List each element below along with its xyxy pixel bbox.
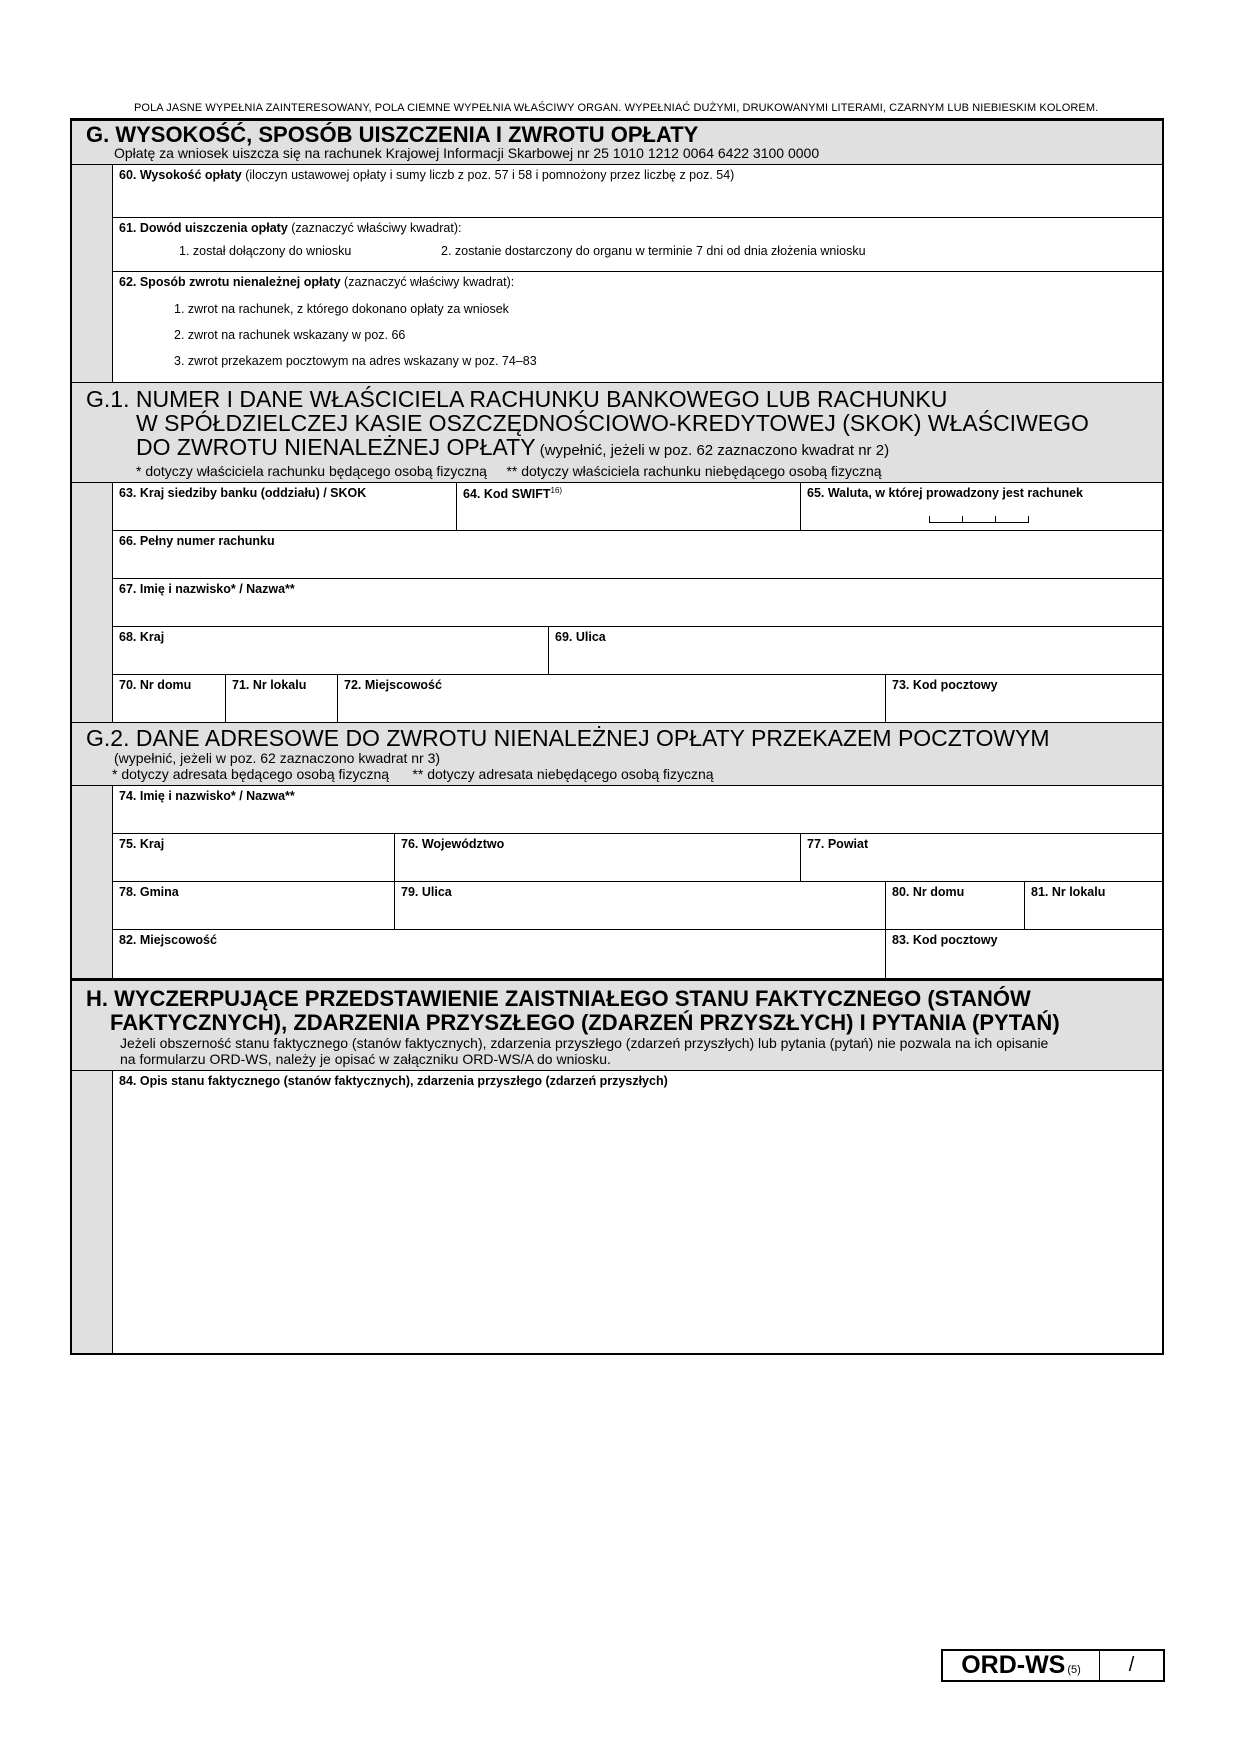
field-83-label: 83. Kod pocztowy <box>892 933 998 947</box>
field-81-label: 81. Nr lokalu <box>1031 885 1106 899</box>
section-g-header <box>72 121 1162 165</box>
section-g-body <box>72 165 1162 382</box>
field-67[interactable] <box>113 579 1162 627</box>
section-g1-body <box>72 483 1162 722</box>
field-70[interactable] <box>113 675 226 722</box>
section-g2-footnotes <box>86 766 1152 782</box>
gutter <box>72 1071 113 1353</box>
gutter <box>72 165 113 382</box>
section-g2-body <box>72 786 1162 978</box>
section-g-title: G. WYSOKOŚĆ, SPOSÓB UISZCZENIA I ZWROTU OPŁATY <box>86 122 699 147</box>
field-71-label: 71. Nr lokalu <box>232 678 307 692</box>
field-74-label: 74. Imię i nazwisko* / Nazwa** <box>119 789 295 803</box>
field-76-label: 76. Województwo <box>401 837 505 851</box>
section-g-subtitle: Opłatę za wniosek uiszcza się na rachunek Krajowej Informacji Skarbowej nr 25 1010 1212 0064 6422 3100 0000 <box>114 145 820 161</box>
field-69[interactable] <box>549 627 1162 674</box>
section-g2-footnote-1: * dotyczy adresata będącego osobą fizyczną <box>112 766 390 782</box>
form-code-label: ORD-WS <box>961 1651 1066 1679</box>
field-73-label: 73. Kod pocztowy <box>892 678 998 692</box>
section-g1-title-line3 <box>86 435 1152 463</box>
field-62 <box>113 272 1162 382</box>
form-code-box <box>941 1649 1165 1682</box>
field-74[interactable] <box>113 786 1162 834</box>
field-77[interactable] <box>801 834 1162 881</box>
section-g1-title-line2: W SPÓŁDZIELCZEJ KASIE OSZCZĘDNOŚCIOWO-KREDYTOWEJ (SKOK) WŁAŚCIWEGO <box>136 410 1089 436</box>
form-container <box>70 118 1164 1355</box>
field-71[interactable] <box>226 675 338 722</box>
field-66[interactable] <box>113 531 1162 579</box>
form-version: (5) <box>1067 1664 1081 1676</box>
section-g2-header <box>72 722 1162 786</box>
section-h-title-line2: FAKTYCZNYCH), ZDARZENIA PRZYSZŁEGO (ZDARZEŃ PRZYSZŁYCH) I PYTANIA (PYTAŃ) <box>110 1010 1060 1035</box>
field-62-note: (zaznaczyć właściwy kwadrat): <box>340 275 515 289</box>
field-78[interactable] <box>113 882 395 929</box>
field-75-label: 75. Kraj <box>119 837 165 851</box>
section-g1-note: (wypełnić, jeżeli w poz. 62 zaznaczono kwadrat nr 2) <box>535 442 890 459</box>
field-69-label: 69. Ulica <box>555 630 606 644</box>
field-60-label: 60. Wysokość opłaty <box>119 168 242 182</box>
section-h-note-line2: na formularzu ORD-WS, należy je opisać w załączniku ORD-WS/A do wniosku. <box>120 1051 611 1067</box>
section-g1-title-line3-text: DO ZWROTU NIENALEŻNEJ OPŁATY <box>136 434 536 460</box>
field-72-label: 72. Miejscowość <box>344 678 442 692</box>
section-g2-title: G.2. DANE ADRESOWE DO ZWROTU NIENALEŻNEJ OPŁATY PRZEKAZEM POCZTOWYM <box>86 725 1050 751</box>
field-76[interactable] <box>395 834 801 881</box>
field-65[interactable] <box>801 483 1162 530</box>
field-72[interactable] <box>338 675 886 722</box>
field-68-label: 68. Kraj <box>119 630 165 644</box>
field-62-label: 62. Sposób zwrotu nienależnej opłaty <box>119 275 341 289</box>
field-64[interactable] <box>457 483 801 530</box>
field-61-label: 61. Dowód uiszczenia opłaty <box>119 221 288 235</box>
field-65-label: 65. Waluta, w której prowadzony jest rachunek <box>807 486 1083 500</box>
section-g1-header <box>72 382 1162 483</box>
field-68[interactable] <box>113 627 549 674</box>
field-82[interactable] <box>113 930 886 978</box>
currency-code-boxes <box>929 516 1029 523</box>
field-66-label: 66. Pełny numer rachunku <box>119 534 275 548</box>
field-63-label: 63. Kraj siedziby banku (oddziału) / SKOK <box>119 486 367 500</box>
field-80-label: 80. Nr domu <box>892 885 965 899</box>
page-number-field: / <box>1128 1654 1135 1676</box>
field-81[interactable] <box>1025 882 1162 929</box>
field-73[interactable] <box>886 675 1162 722</box>
section-h-header <box>72 978 1162 1071</box>
form-code <box>943 1651 1100 1680</box>
field-77-label: 77. Powiat <box>807 837 869 851</box>
field-70-label: 70. Nr domu <box>119 678 192 692</box>
field-61-option-1[interactable]: 1. został dołączony do wniosku <box>179 244 352 258</box>
field-79[interactable] <box>395 882 886 929</box>
gutter <box>72 786 113 978</box>
section-h-body <box>72 1071 1162 1353</box>
section-g1-footnote-2: ** dotyczy właściciela rachunku niebędącego osobą fizyczną <box>506 463 882 479</box>
field-61 <box>113 218 1162 272</box>
field-79-label: 79. Ulica <box>401 885 452 899</box>
field-61-note: (zaznaczyć właściwy kwadrat): <box>287 221 462 235</box>
header-instruction: POLA JASNE WYPEŁNIA ZAINTERESOWANY, POLA CIEMNE WYPEŁNIA WŁAŚCIWY ORGAN. WYPEŁNIAĆ DUŻYMI, DRUKOWANYMI LITERAMI, CZARNYM LUB NIEBIESKIM KOLOREM. <box>134 102 1099 114</box>
field-78-label: 78. Gmina <box>119 885 179 899</box>
field-64-footnote-ref: 16) <box>550 486 563 495</box>
section-g1-footnote-1: * dotyczy właściciela rachunku będącego osobą fizyczną <box>136 463 487 479</box>
section-h-title-line1: H. WYCZERPUJĄCE PRZEDSTAWIENIE ZAISTNIAŁEGO STANU FAKTYCZNEGO (STANÓW <box>86 986 1031 1011</box>
field-84[interactable] <box>113 1071 1162 1353</box>
field-83[interactable] <box>886 930 1162 978</box>
section-g1-title-line1: G.1. NUMER I DANE WŁAŚCICIELA RACHUNKU BANKOWEGO LUB RACHUNKU <box>86 386 948 412</box>
field-60[interactable] <box>113 165 1162 218</box>
section-g1-footnotes <box>86 463 1152 479</box>
field-61-option-2[interactable]: 2. zostanie dostarczony do organu w terminie 7 dni od dnia złożenia wniosku <box>441 244 866 258</box>
field-60-note: (iloczyn ustawowej opłaty i sumy liczb z poz. 57 i 58 i pomnożony przez liczbę z poz. 54) <box>241 168 735 182</box>
section-g2-footnote-2: ** dotyczy adresata niebędącego osobą fizyczną <box>412 766 714 782</box>
field-62-option-2[interactable]: 2. zwrot na rachunek wskazany w poz. 66 <box>174 328 406 342</box>
field-75[interactable] <box>113 834 395 881</box>
field-82-label: 82. Miejscowość <box>119 933 217 947</box>
field-67-label: 67. Imię i nazwisko* / Nazwa** <box>119 582 295 596</box>
field-62-option-3[interactable]: 3. zwrot przekazem pocztowym na adres wskazany w poz. 74–83 <box>174 354 537 368</box>
field-84-label: 84. Opis stanu faktycznego (stanów faktycznych), zdarzenia przyszłego (zdarzeń przyszłych) <box>119 1074 668 1088</box>
gutter <box>72 483 113 722</box>
section-h-note-line1: Jeżeli obszerność stanu faktycznego (stanów faktycznych), zdarzenia przyszłego (zdarzeń przyszłych) lub pytania (pytań) nie pozwala na ich opisanie <box>120 1035 1049 1051</box>
field-63[interactable] <box>113 483 457 530</box>
field-80[interactable] <box>886 882 1025 929</box>
field-62-option-1[interactable]: 1. zwrot na rachunek, z którego dokonano opłaty za wniosek <box>174 302 509 316</box>
section-g2-note: (wypełnić, jeżeli w poz. 62 zaznaczono kwadrat nr 3) <box>114 750 441 766</box>
field-64-label: 64. Kod SWIFT <box>463 487 551 502</box>
